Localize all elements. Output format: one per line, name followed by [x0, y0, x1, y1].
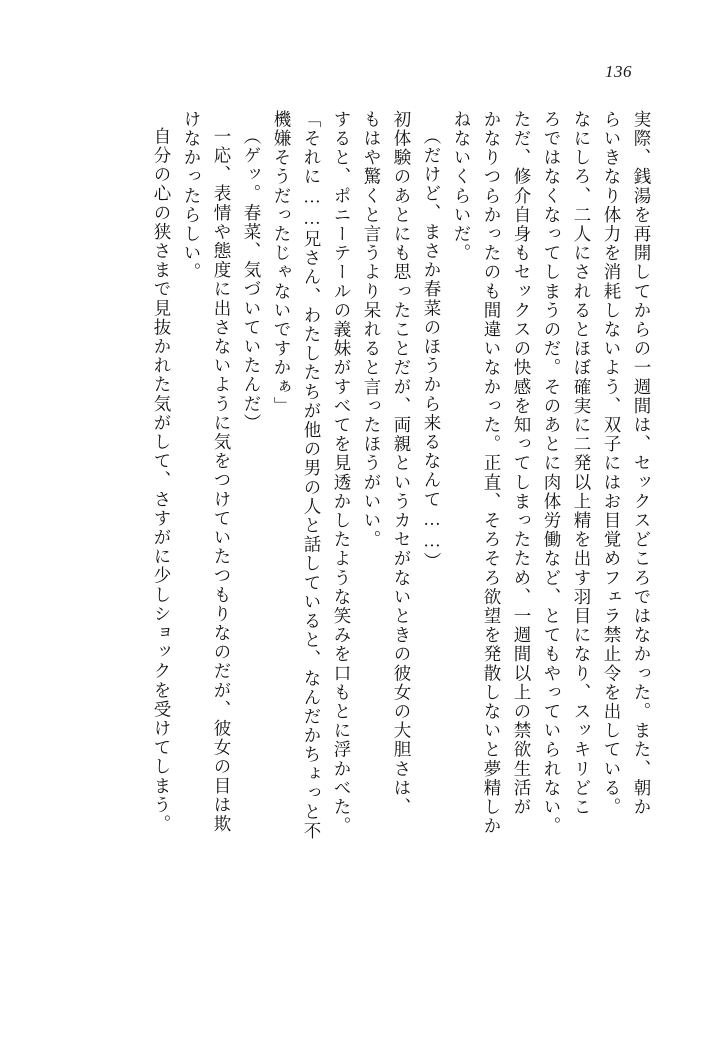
text-column: 初体験のあとにも思ったことだが、両親というカセがないときの彼女の大胆さは、 [392, 110, 412, 817]
text-column: かなりつらかったのも間違いなかった。正直、そろそろ欲望を発散しないと夢精しか [482, 110, 502, 836]
text-column: 実際、銭湯を再開してからの一週間は、セックスどころではなかった。また、朝か [632, 110, 652, 817]
page-number: 136 [605, 62, 632, 81]
text-column: なにしろ、二人にされるとほぼ確実に二発以上精を出す羽目になり、スッキリどこ [572, 110, 592, 817]
text-column: 自分の心の狭さまで見抜かれた気がして、さすがに少しショックを受けてしまう。 [152, 127, 172, 834]
text-column: ねないくらいだ。 [452, 110, 472, 263]
text-column: らいきなり体力を消耗しないよう、双子にはお目覚めフェラ禁止令を出している。 [602, 110, 622, 817]
text-column: ろではなくなってしまうのだ。そのあとに肉体労働など、とてもやっていられない。 [542, 110, 562, 836]
text-column: もはや驚くと言うより呆れると言ったほうがいい。 [362, 110, 382, 550]
text-column: （ゲッ。春菜、気づいていたんだ） [242, 127, 262, 433]
text-column: 「それに……兄さん、わたしたちが他の男の人と話していると、なんだかちょっと不 [302, 110, 322, 841]
vertical-text-body [96, 110, 650, 984]
text-column: 一応、表情や態度に出さないように気をつけていたつもりなのだが、彼女の目は欺 [212, 127, 232, 834]
text-column: けなかったらしい。 [182, 110, 202, 282]
text-column: すると、ポニーテールの義妹がすべてを見透かしたような笑みを口もとに浮かべた。 [332, 110, 352, 836]
text-column: 機嫌そうだったじゃないですかぁ」 [272, 110, 292, 416]
text-column: （だけど、まさか春菜のほうから来るなんて……） [422, 127, 442, 572]
text-column: ただ、修介自身もセックスの快感を知ってしまったため、一週間以上の禁欲生活が [512, 110, 532, 817]
